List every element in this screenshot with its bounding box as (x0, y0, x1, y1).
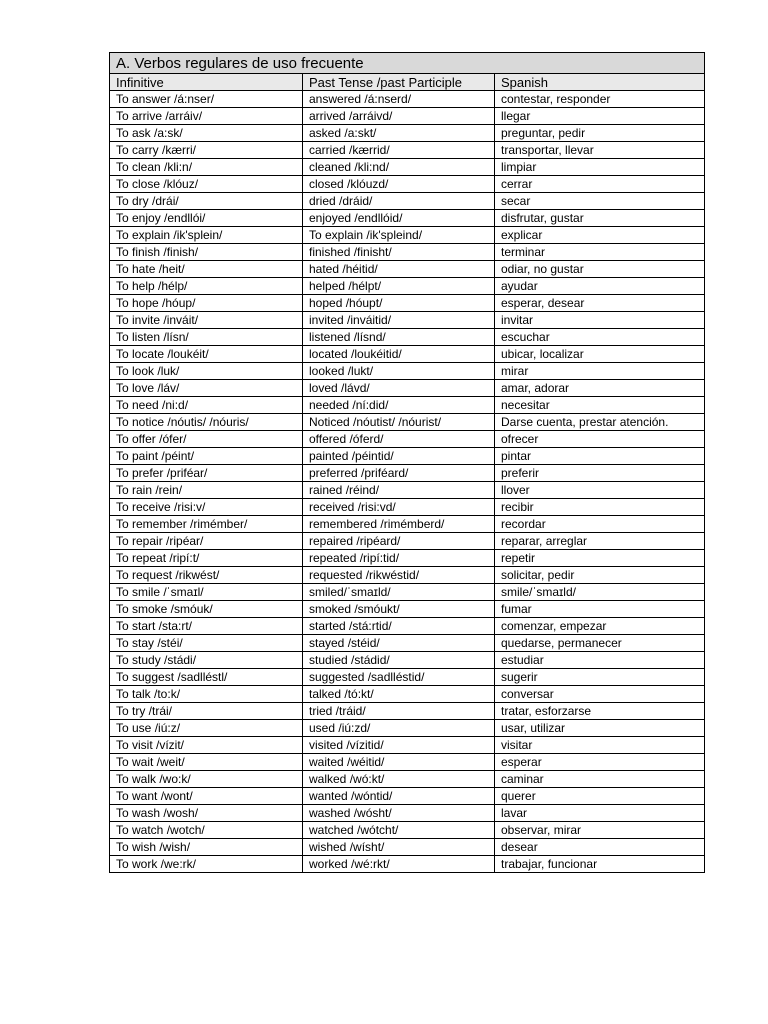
table-row (110, 533, 705, 550)
cell-past-tense: received /risi:vd/ (303, 499, 495, 516)
cell-infinitive: To talk /to:k/ (110, 686, 303, 703)
cell-infinitive: To locate /loukéit/ (110, 346, 303, 363)
table-row (110, 788, 705, 805)
cell-past-tense: wanted /wóntid/ (303, 788, 495, 805)
cell-spanish: mirar (495, 363, 705, 380)
table-title-row (110, 53, 705, 74)
cell-infinitive: To study /stádi/ (110, 652, 303, 669)
cell-infinitive: To use /iú:z/ (110, 720, 303, 737)
cell-infinitive: To watch /wotch/ (110, 822, 303, 839)
cell-infinitive: To clean /kli:n/ (110, 159, 303, 176)
cell-infinitive: To enjoy /endllói/ (110, 210, 303, 227)
cell-spanish: pintar (495, 448, 705, 465)
cell-spanish: preguntar, pedir (495, 125, 705, 142)
cell-past-tense: located /loukéitid/ (303, 346, 495, 363)
cell-infinitive: To suggest /sadlléstl/ (110, 669, 303, 686)
cell-past-tense: helped /hélpt/ (303, 278, 495, 295)
cell-infinitive: To visit /vízit/ (110, 737, 303, 754)
table-row (110, 465, 705, 482)
cell-infinitive: To request /rikwést/ (110, 567, 303, 584)
cell-spanish: desear (495, 839, 705, 856)
cell-spanish: repetir (495, 550, 705, 567)
table-row (110, 431, 705, 448)
cell-past-tense: hated /héitid/ (303, 261, 495, 278)
table-row (110, 329, 705, 346)
cell-past-tense: visited /vízitid/ (303, 737, 495, 754)
cell-spanish: transportar, llevar (495, 142, 705, 159)
cell-past-tense: arrived /arráivd/ (303, 108, 495, 125)
cell-infinitive: To arrive /arráiv/ (110, 108, 303, 125)
cell-spanish: fumar (495, 601, 705, 618)
table-row (110, 771, 705, 788)
cell-past-tense: used /iú:zd/ (303, 720, 495, 737)
table-row (110, 567, 705, 584)
cell-past-tense: invited /inváitid/ (303, 312, 495, 329)
table-row (110, 261, 705, 278)
cell-past-tense: looked /lukt/ (303, 363, 495, 380)
cell-spanish: solicitar, pedir (495, 567, 705, 584)
table-row (110, 363, 705, 380)
cell-past-tense: finished /finisht/ (303, 244, 495, 261)
table-row (110, 618, 705, 635)
cell-past-tense: closed /klóuzd/ (303, 176, 495, 193)
cell-spanish: reparar, arreglar (495, 533, 705, 550)
cell-spanish: recibir (495, 499, 705, 516)
cell-infinitive: To prefer /priféar/ (110, 465, 303, 482)
table-row (110, 346, 705, 363)
cell-infinitive: To carry /kærri/ (110, 142, 303, 159)
table-row (110, 754, 705, 771)
cell-spanish: ofrecer (495, 431, 705, 448)
table-header-row (110, 74, 705, 91)
table-row (110, 397, 705, 414)
cell-past-tense: started /stá:rtid/ (303, 618, 495, 635)
cell-spanish: ubicar, localizar (495, 346, 705, 363)
cell-infinitive: To dry /drái/ (110, 193, 303, 210)
cell-past-tense: washed /wósht/ (303, 805, 495, 822)
cell-spanish: terminar (495, 244, 705, 261)
cell-infinitive: To stay /stéi/ (110, 635, 303, 652)
cell-past-tense: cleaned /kli:nd/ (303, 159, 495, 176)
cell-past-tense: enjoyed /endllóid/ (303, 210, 495, 227)
cell-spanish: cerrar (495, 176, 705, 193)
cell-past-tense: loved /lávd/ (303, 380, 495, 397)
table-row (110, 142, 705, 159)
cell-infinitive: To repeat /ripí:t/ (110, 550, 303, 567)
cell-infinitive: To answer /á:nser/ (110, 91, 303, 108)
cell-past-tense: rained /réind/ (303, 482, 495, 499)
cell-past-tense: tried /tráid/ (303, 703, 495, 720)
cell-past-tense: offered /óferd/ (303, 431, 495, 448)
cell-past-tense: talked /tó:kt/ (303, 686, 495, 703)
cell-past-tense: smiled/ˈsmaɪld/ (303, 584, 495, 601)
cell-infinitive: To wish /wish/ (110, 839, 303, 856)
cell-past-tense: painted /péintid/ (303, 448, 495, 465)
cell-past-tense: listened /lísnd/ (303, 329, 495, 346)
table-row (110, 652, 705, 669)
cell-infinitive: To remember /rimémber/ (110, 516, 303, 533)
cell-spanish: observar, mirar (495, 822, 705, 839)
cell-infinitive: To offer /ófer/ (110, 431, 303, 448)
table-row (110, 822, 705, 839)
table-row (110, 414, 705, 431)
cell-spanish: necesitar (495, 397, 705, 414)
table-row (110, 516, 705, 533)
cell-infinitive: To walk /wo:k/ (110, 771, 303, 788)
cell-infinitive: To finish /finish/ (110, 244, 303, 261)
table-row (110, 312, 705, 329)
cell-spanish: escuchar (495, 329, 705, 346)
cell-spanish: llegar (495, 108, 705, 125)
cell-infinitive: To start /sta:rt/ (110, 618, 303, 635)
cell-past-tense: Noticed /nóutist/ /nóurist/ (303, 414, 495, 431)
table-row (110, 720, 705, 737)
cell-past-tense: repaired /ripéard/ (303, 533, 495, 550)
cell-infinitive: To love /láv/ (110, 380, 303, 397)
table-row (110, 669, 705, 686)
cell-infinitive: To hate /heit/ (110, 261, 303, 278)
cell-infinitive: To look /luk/ (110, 363, 303, 380)
table-row (110, 193, 705, 210)
cell-spanish: ayudar (495, 278, 705, 295)
cell-infinitive: To ask /a:sk/ (110, 125, 303, 142)
table-row (110, 635, 705, 652)
table-title: A. Verbos regulares de uso frecuente (110, 53, 705, 74)
table-row (110, 108, 705, 125)
cell-past-tense: studied /stádid/ (303, 652, 495, 669)
table-row (110, 295, 705, 312)
cell-spanish: recordar (495, 516, 705, 533)
cell-infinitive: To repair /ripéar/ (110, 533, 303, 550)
cell-past-tense: remembered /rimémberd/ (303, 516, 495, 533)
cell-spanish: querer (495, 788, 705, 805)
cell-infinitive: To listen /lísn/ (110, 329, 303, 346)
cell-spanish: esperar, desear (495, 295, 705, 312)
cell-infinitive: To try /trái/ (110, 703, 303, 720)
table-row (110, 482, 705, 499)
cell-past-tense: repeated /ripí:tid/ (303, 550, 495, 567)
cell-past-tense: worked /wé:rkt/ (303, 856, 495, 873)
table-row (110, 159, 705, 176)
cell-spanish: disfrutar, gustar (495, 210, 705, 227)
table-row (110, 278, 705, 295)
table-row (110, 176, 705, 193)
table-row (110, 686, 705, 703)
cell-past-tense: waited /wéitid/ (303, 754, 495, 771)
cell-infinitive: To wait /weit/ (110, 754, 303, 771)
cell-spanish: preferir (495, 465, 705, 482)
table-row (110, 125, 705, 142)
cell-infinitive: To hope /hóup/ (110, 295, 303, 312)
cell-spanish: quedarse, permanecer (495, 635, 705, 652)
cell-infinitive: To paint /péint/ (110, 448, 303, 465)
cell-infinitive: To explain /ik'splein/ (110, 227, 303, 244)
cell-spanish: comenzar, empezar (495, 618, 705, 635)
cell-past-tense: To explain /ik'spleind/ (303, 227, 495, 244)
cell-past-tense: carried /kærrid/ (303, 142, 495, 159)
cell-spanish: conversar (495, 686, 705, 703)
cell-infinitive: To rain /rein/ (110, 482, 303, 499)
cell-infinitive: To want /wont/ (110, 788, 303, 805)
cell-spanish: esperar (495, 754, 705, 771)
table-row (110, 805, 705, 822)
table-row (110, 856, 705, 873)
cell-infinitive: To notice /nóutis/ /nóuris/ (110, 414, 303, 431)
table-row (110, 227, 705, 244)
cell-spanish: secar (495, 193, 705, 210)
cell-spanish: usar, utilizar (495, 720, 705, 737)
cell-spanish: odiar, no gustar (495, 261, 705, 278)
table-row (110, 210, 705, 227)
table-row (110, 499, 705, 516)
cell-infinitive: To receive /risi:v/ (110, 499, 303, 516)
cell-infinitive: To wash /wosh/ (110, 805, 303, 822)
cell-infinitive: To work /we:rk/ (110, 856, 303, 873)
table-row (110, 584, 705, 601)
table-row (110, 839, 705, 856)
cell-spanish: visitar (495, 737, 705, 754)
table-row (110, 601, 705, 618)
cell-spanish: lavar (495, 805, 705, 822)
cell-spanish: tratar, esforzarse (495, 703, 705, 720)
cell-infinitive: To need /ni:d/ (110, 397, 303, 414)
cell-past-tense: preferred /priféard/ (303, 465, 495, 482)
cell-past-tense: stayed /stéid/ (303, 635, 495, 652)
cell-spanish: smile/ˈsmaɪld/ (495, 584, 705, 601)
cell-spanish: caminar (495, 771, 705, 788)
cell-past-tense: suggested /sadlléstid/ (303, 669, 495, 686)
cell-spanish: limpiar (495, 159, 705, 176)
cell-spanish: explicar (495, 227, 705, 244)
cell-spanish: sugerir (495, 669, 705, 686)
cell-spanish: llover (495, 482, 705, 499)
table-row (110, 550, 705, 567)
cell-past-tense: smoked /smóukt/ (303, 601, 495, 618)
cell-spanish: trabajar, funcionar (495, 856, 705, 873)
cell-past-tense: asked /a:skt/ (303, 125, 495, 142)
cell-past-tense: needed /ní:did/ (303, 397, 495, 414)
column-header-spanish: Spanish (495, 74, 705, 91)
cell-infinitive: To invite /inváit/ (110, 312, 303, 329)
table-row (110, 380, 705, 397)
cell-infinitive: To smoke /smóuk/ (110, 601, 303, 618)
cell-spanish: estudiar (495, 652, 705, 669)
table-row (110, 737, 705, 754)
table-row (110, 91, 705, 108)
cell-past-tense: dried /dráid/ (303, 193, 495, 210)
table-row (110, 244, 705, 261)
cell-spanish: amar, adorar (495, 380, 705, 397)
cell-spanish: contestar, responder (495, 91, 705, 108)
cell-spanish: Darse cuenta, prestar atención. (495, 414, 705, 431)
cell-spanish: invitar (495, 312, 705, 329)
cell-past-tense: requested /rikwéstid/ (303, 567, 495, 584)
cell-infinitive: To smile /ˈsmaɪl/ (110, 584, 303, 601)
table-row (110, 448, 705, 465)
column-header-infinitive: Infinitive (110, 74, 303, 91)
table-body (110, 91, 705, 873)
column-header-past-tense: Past Tense /past Participle (303, 74, 495, 91)
cell-infinitive: To help /hélp/ (110, 278, 303, 295)
cell-past-tense: hoped /hóupt/ (303, 295, 495, 312)
cell-past-tense: walked /wó:kt/ (303, 771, 495, 788)
cell-infinitive: To close /klóuz/ (110, 176, 303, 193)
cell-past-tense: answered /á:nserd/ (303, 91, 495, 108)
verb-table (109, 52, 705, 873)
table-row (110, 703, 705, 720)
cell-past-tense: wished /wísht/ (303, 839, 495, 856)
cell-past-tense: watched /wótcht/ (303, 822, 495, 839)
